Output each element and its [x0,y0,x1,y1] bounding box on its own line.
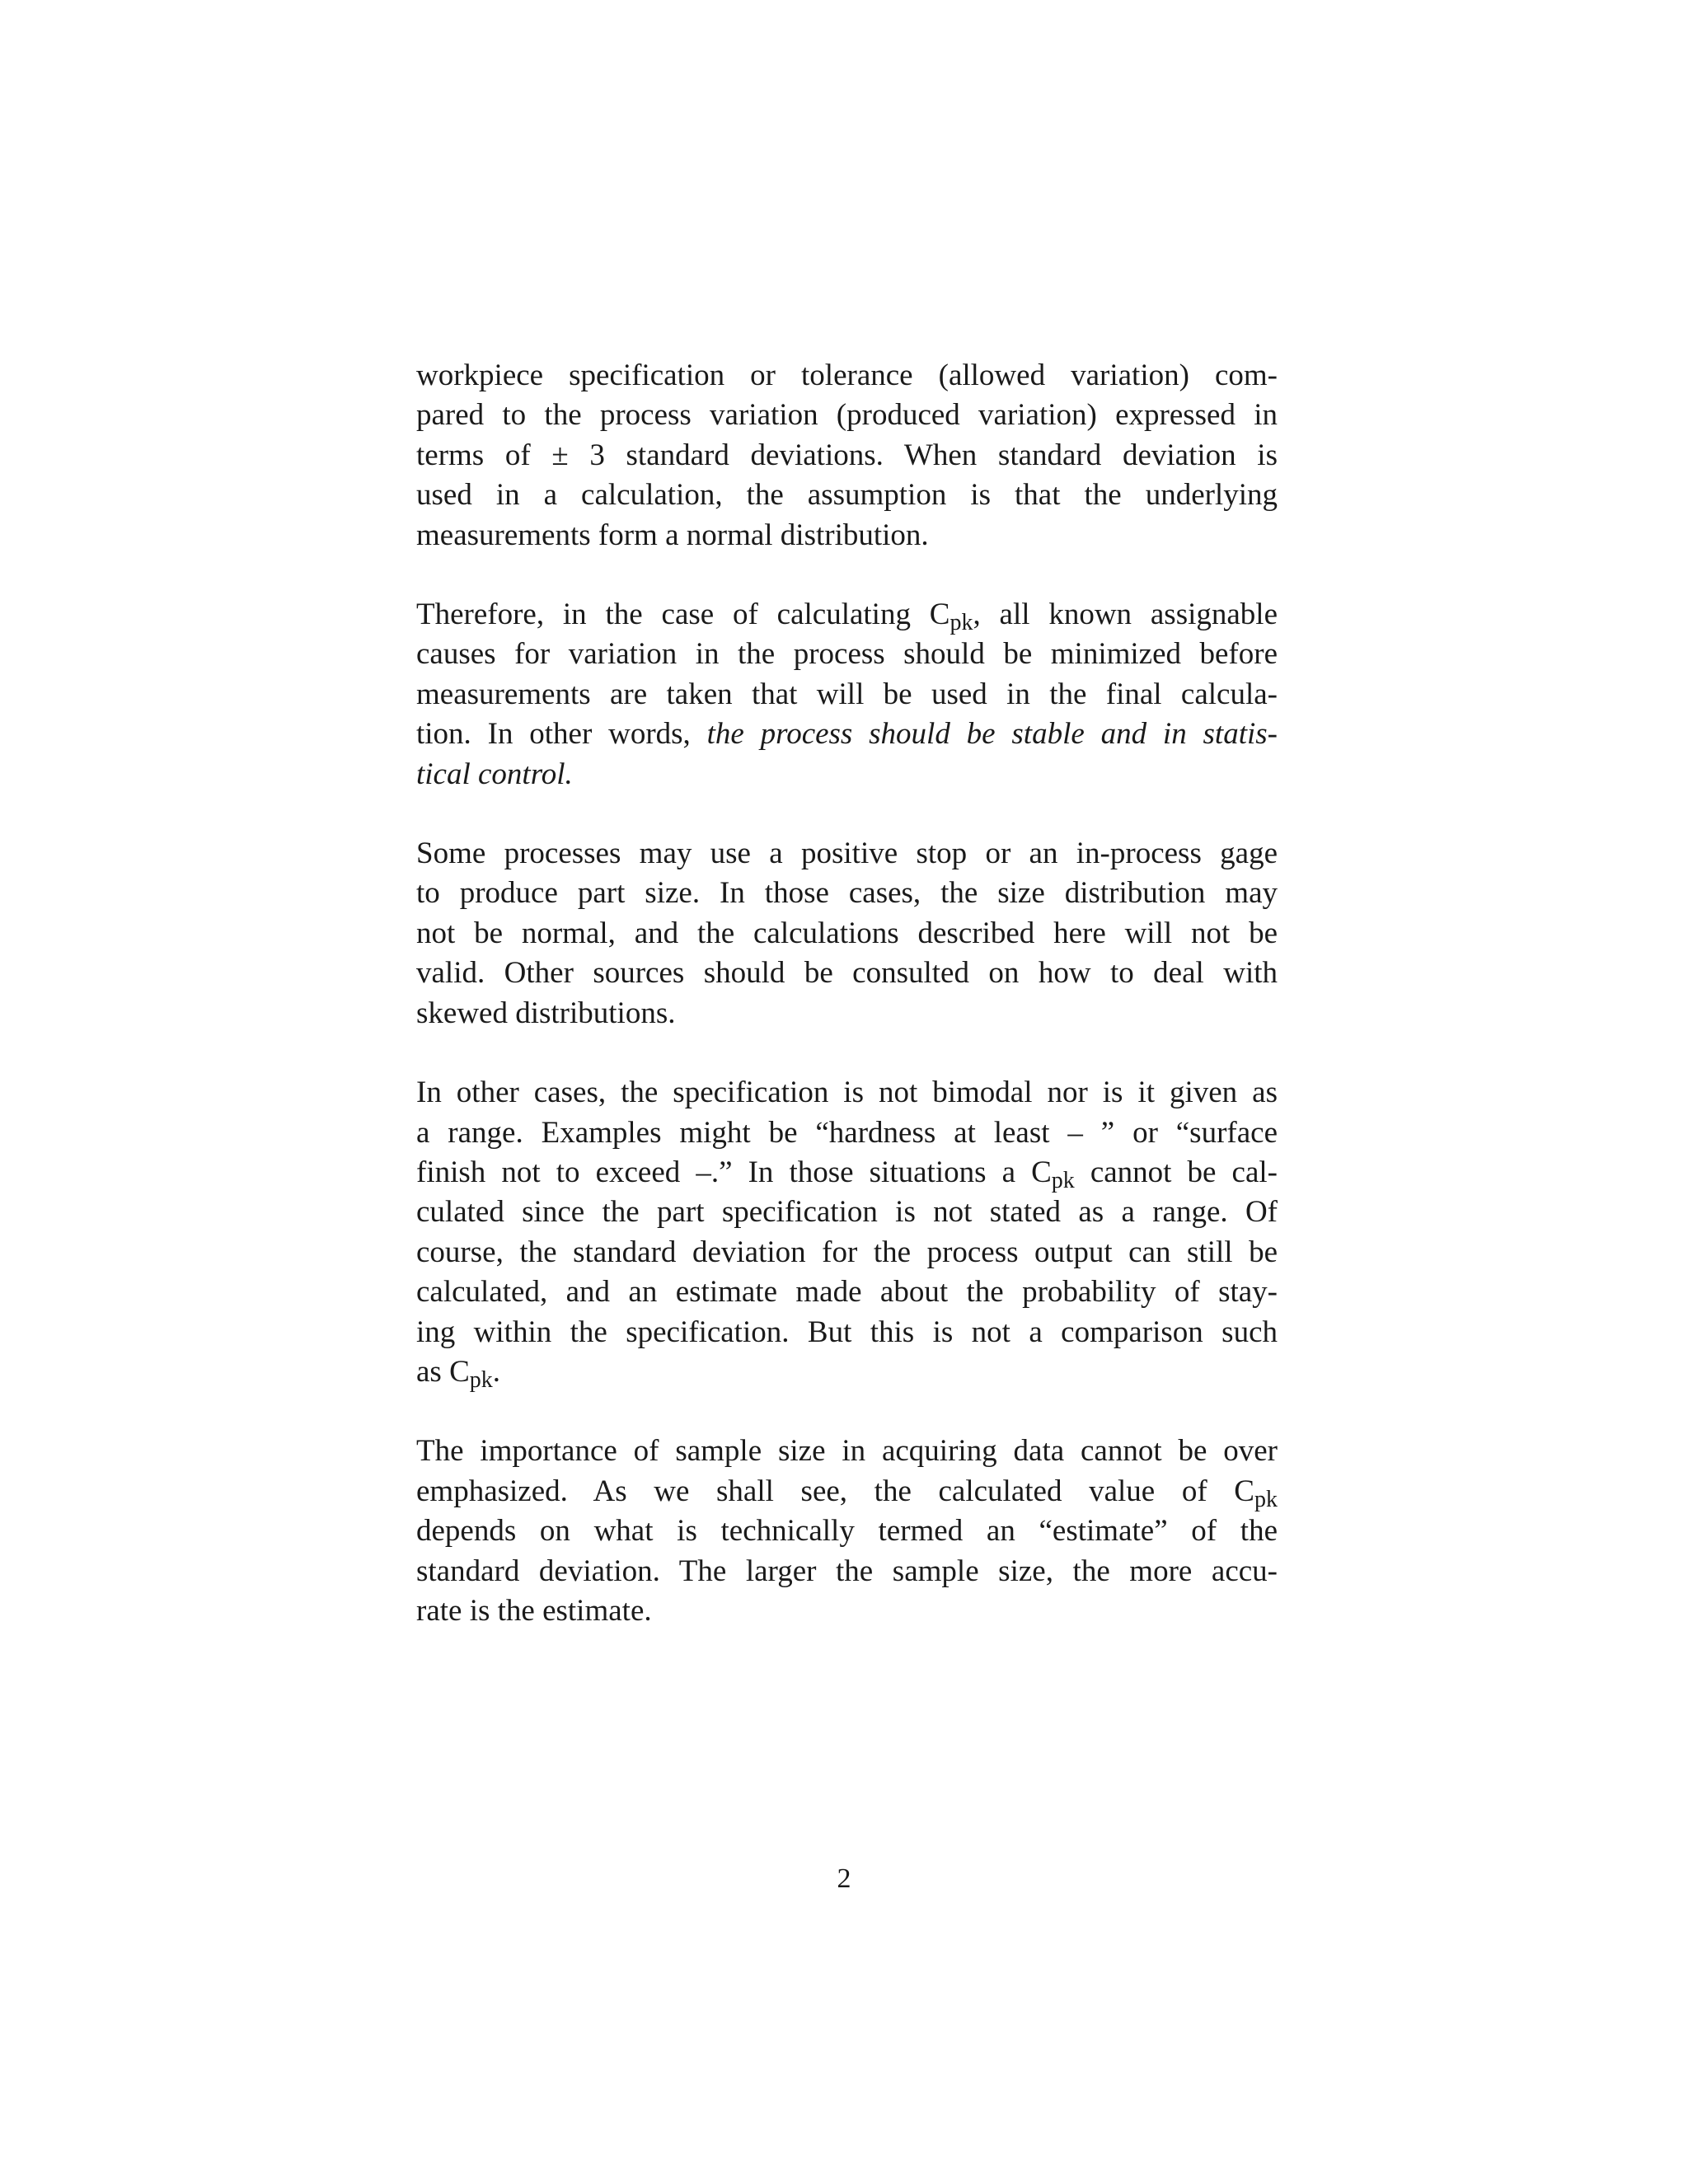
text-line [416,1591,1278,1631]
subscript-text: pk [950,610,973,636]
paragraph [416,834,1278,1033]
subscript-text: pk [1254,1486,1278,1512]
text-run: In other cases, the specification is not bimodal nor is it given as [416,1076,1278,1110]
text-line [416,635,1278,674]
text-line [416,874,1278,913]
text-run: terms of ± 3 standard deviations. When standard deviation is [416,438,1278,472]
text-run: used in a calculation, the assumption is that the underlying [416,478,1278,513]
text-line [416,994,1278,1033]
text-line [416,1193,1278,1232]
page-body [416,356,1278,1671]
text-run: culated since the part specification is not stated as a range. Of [416,1195,1278,1230]
text-line [416,1313,1278,1352]
paragraph [416,1073,1278,1392]
text-line [416,1352,1278,1392]
text-run: to produce part size. In those cases, the size distribution may [416,876,1278,911]
text-line [416,755,1278,794]
text-line [416,675,1278,715]
text-run: The importance of sample size in acquiring data cannot be over [416,1434,1278,1469]
text-line [416,834,1278,874]
text-run: standard deviation. The larger the sample size, the more accu- [416,1554,1278,1588]
text-line [416,1472,1278,1511]
text-line [416,396,1278,435]
text-line [416,715,1278,754]
text-run: workpiece specification or tolerance (allowed variation) com- [416,359,1278,392]
text-run: rate is the estimate. [416,1593,652,1628]
text-line [416,1233,1278,1272]
italic-text: tical control. [416,757,573,791]
text-run: . [492,1354,500,1389]
subscript-text: pk [469,1366,493,1393]
text-run: a range. Examples might be “hardness at least – ” or “surface [416,1115,1278,1150]
text-run: causes for variation in the process should be minimized before [416,637,1278,672]
text-run: as C [416,1354,470,1389]
text-line [416,516,1278,555]
paragraph [416,595,1278,794]
text-line [416,1432,1278,1471]
text-run: , all known assignable [973,598,1278,632]
text-line [416,1552,1278,1591]
text-run: finish not to exceed –.” In those situations a C [416,1155,1052,1189]
paragraph [416,356,1278,555]
text-run: cannot be cal- [1074,1155,1278,1189]
text-run: tion. In other words, [416,717,707,752]
italic-text: the process should be stable and in statis- [706,717,1278,752]
text-run: measurements are taken that will be used in the final calcula- [416,677,1278,711]
text-run: emphasized. As we shall see, the calculated value of C [416,1474,1254,1508]
page-number: 2 [837,1863,851,1894]
text-line [416,1073,1278,1113]
subscript-text: pk [1051,1167,1075,1193]
text-run: not be normal, and the calculations described here will not be [416,916,1278,950]
text-run: depends on what is technically termed an “estimate” of the [416,1514,1278,1549]
text-run: calculated, and an estimate made about the probability of stay- [416,1275,1278,1310]
paragraph [416,1432,1278,1631]
text-run: valid. Other sources should be consulted on how to deal with [416,956,1278,991]
text-line [416,1113,1278,1153]
text-line [416,356,1278,396]
text-line [416,1272,1278,1312]
text-line [416,436,1278,476]
text-line [416,954,1278,993]
text-run: course, the standard deviation for the process output can still be [416,1235,1278,1269]
text-run: skewed distributions. [416,996,676,1030]
text-line [416,1511,1278,1551]
text-line [416,595,1278,635]
text-line [416,1153,1278,1193]
text-run: Therefore, in the case of calculating C [416,598,950,632]
text-line [416,476,1278,515]
text-run: ing within the specification. But this is not a comparison such [416,1315,1278,1349]
text-run: Some processes may use a positive stop or an in-process gage [416,837,1278,871]
text-run: pared to the process variation (produced variation) expressed in [416,398,1278,433]
text-line [416,914,1278,954]
text-run: measurements form a normal distribution. [416,518,929,552]
